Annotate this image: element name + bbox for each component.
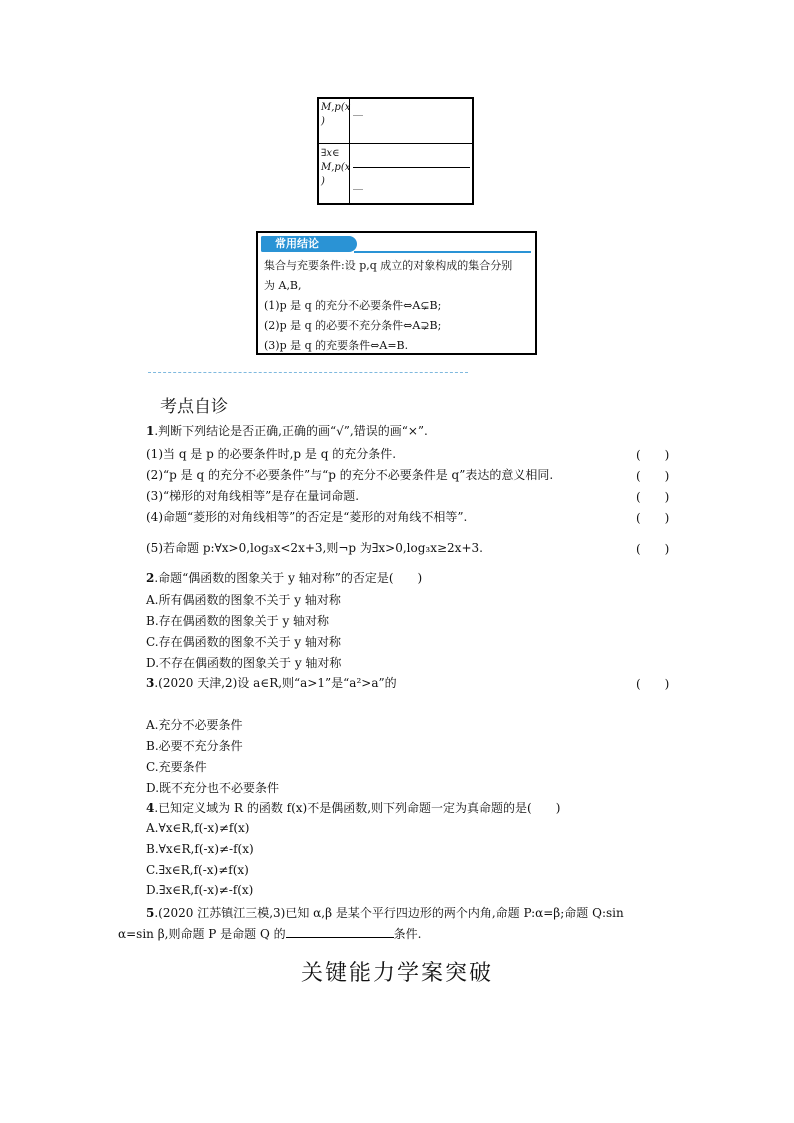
q1-item-2: (2)“p 是 q 的充分不必要条件”与“p 的充分不必要条件是 q”表达的意义相同. bbox=[146, 468, 554, 482]
table-cell-row1: M,p(x ) bbox=[321, 102, 351, 127]
q2-option-b: B.存在偶函数的图象关于 y 轴对称 bbox=[146, 614, 330, 628]
chapter-heading: 关键能力学案突破 bbox=[300, 961, 493, 986]
q1-item-4: (4)命题“菱形的对角线相等”的否定是“菱形的对角线不相等”. bbox=[146, 510, 468, 524]
table-inner-line bbox=[353, 167, 470, 168]
section-divider bbox=[148, 372, 468, 373]
q1-stem: 1.判断下列结论是否正确,正确的画“√”,错误的画“×”. bbox=[146, 424, 428, 438]
table-blank-2: __ bbox=[353, 179, 363, 190]
answer-paren: ( ) bbox=[636, 511, 670, 525]
table-cell-row2: ∃x∈ M,p(x ) bbox=[321, 148, 351, 187]
q1-item-5: (5)若命题 p:∀x>0,log₃x<2x+3,则¬p 为∃x>0,log₃x≥2x+3. bbox=[146, 541, 483, 555]
q5-line-1: 5.(2020 江苏镇江三模,3)已知 α,β 是某个平行四边形的两个内角,命题 P:α=β;命题 Q:sin bbox=[146, 906, 624, 920]
q4-option-d: D.∃x∈R,f(-x)≠-f(x) bbox=[146, 883, 254, 897]
conclusion-title-rule bbox=[354, 251, 531, 253]
q5-answer-blank[interactable] bbox=[286, 926, 394, 938]
q2-option-c: C.存在偶函数的图象不关于 y 轴对称 bbox=[146, 635, 341, 649]
conclusion-line: 集合与充要条件:设 p,q 成立的对象构成的集合分别 bbox=[264, 259, 513, 272]
q3-option-a: A.充分不必要条件 bbox=[146, 718, 243, 732]
conclusion-line: (2)p 是 q 的必要不充分条件⇔A⊋B; bbox=[264, 319, 442, 332]
answer-paren: ( ) bbox=[636, 542, 670, 556]
table-divider-horizontal bbox=[319, 143, 472, 144]
conclusion-line: (3)p 是 q 的充要条件⇔A=B. bbox=[264, 339, 409, 352]
q2-option-d: D.不存在偶函数的图象关于 y 轴对称 bbox=[146, 656, 342, 670]
q3-option-c: C.充要条件 bbox=[146, 760, 207, 774]
q3-option-d: D.既不充分也不必要条件 bbox=[146, 781, 280, 795]
conclusion-line: 为 A,B, bbox=[264, 279, 302, 292]
answer-paren: ( ) bbox=[636, 490, 670, 504]
section-title: 考点自诊 bbox=[160, 397, 228, 417]
q2-stem: 2.命题“偶函数的图象关于 y 轴对称”的否定是( ) bbox=[146, 571, 423, 585]
answer-paren: ( ) bbox=[636, 448, 670, 462]
conclusion-title: 常用结论 bbox=[261, 236, 357, 252]
q3-option-b: B.必要不充分条件 bbox=[146, 739, 243, 753]
q1-item-1: (1)当 q 是 p 的必要条件时,p 是 q 的充分条件. bbox=[146, 447, 397, 461]
conclusion-lines bbox=[264, 256, 531, 356]
answer-paren: ( ) bbox=[636, 469, 670, 483]
q4-option-a: A.∀x∈R,f(-x)≠f(x) bbox=[146, 821, 250, 835]
common-conclusion-box bbox=[256, 231, 537, 355]
q4-stem: 4.已知定义域为 R 的函数 f(x)不是偶函数,则下列命题一定为真命题的是( ) bbox=[146, 801, 561, 815]
conclusion-line: (1)p 是 q 的充分不必要条件⇔A⊊B; bbox=[264, 299, 442, 312]
q4-option-b: B.∀x∈R,f(-x)≠-f(x) bbox=[146, 842, 254, 856]
table-blank-1: __ bbox=[353, 105, 363, 116]
quantifier-table bbox=[317, 97, 474, 205]
q4-option-c: C.∃x∈R,f(-x)≠f(x) bbox=[146, 863, 249, 877]
q1-item-3: (3)“梯形的对角线相等”是存在量词命题. bbox=[146, 489, 360, 503]
answer-paren: ( ) bbox=[636, 677, 670, 691]
q2-option-a: A.所有偶函数的图象不关于 y 轴对称 bbox=[146, 593, 341, 607]
q5-line-2: α=sin β,则命题 P 是命题 Q 的 条件. bbox=[118, 927, 422, 941]
q3-stem: 3.(2020 天津,2)设 a∈R,则“a>1”是“a²>a”的 bbox=[146, 676, 397, 690]
